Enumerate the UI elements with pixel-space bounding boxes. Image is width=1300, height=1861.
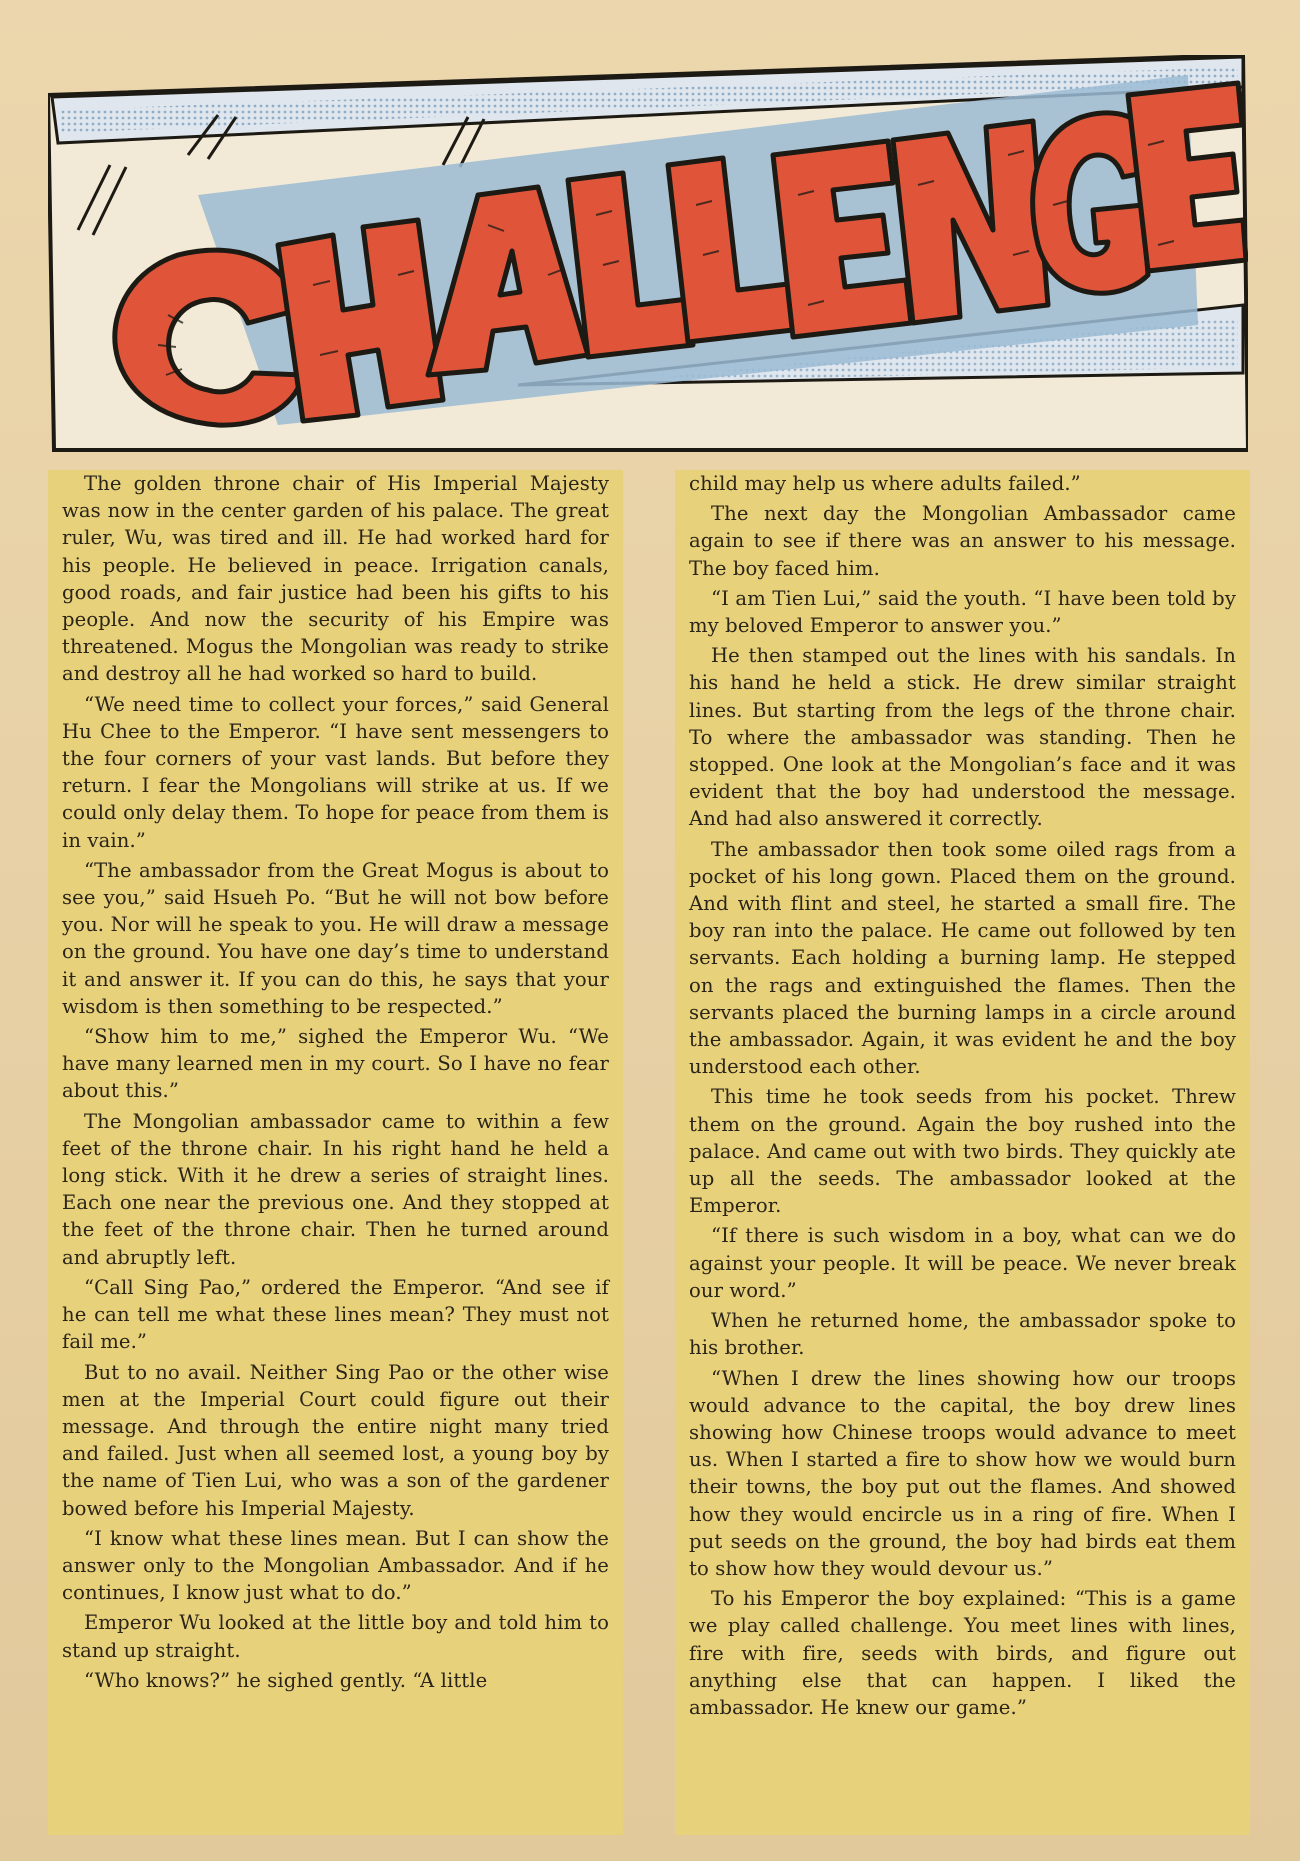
paragraph: But to no avail. Neither Sing Pao or the other wise men at the Imperial Court could figure out their message. And through the entire night many tried and failed. Just when all seemed lost, a young boy by the name of Tien Lui, who was a son of the gardener bowed before his Imperial Majesty. [62, 1360, 609, 1520]
paragraph: The Mongolian ambassador came to within a few feet of the throne chair. In his right hand he held a long stick. With it he drew a series of straight lines. Each one near the previous one. And they stopped at the feet of the throne chair. Then he turned around and abruptly left. [62, 1109, 609, 1269]
paragraph: “I know what these lines mean. But I can show the answer only to the Mongolian Ambassador. And if he continues, I know just what to do.” [62, 1526, 609, 1605]
title-panel [48, 55, 1248, 455]
paragraph: He then stamped out the lines with his sandals. In his hand he held a stick. He drew similar straight lines. But starting from the legs of the throne chair. To where the ambassador was standing. Then he stopped. One look at the Mongolian’s face and it was evident that the boy had understood the message. And had also answered it correctly. [689, 644, 1236, 831]
paragraph: The ambassador then took some oiled rags from a pocket of his long gown. Placed them on the ground. And with flint and steel, he started a small fire. The boy ran into the palace. He came out followed by ten servants. Each holding a burning lamp. He stepped on the rags and extinguished the flames. Then the servants placed the burning lamps in a circle around the ambassador. Again, it was evident he and the boy understood each other. [689, 837, 1236, 1079]
paragraph: The golden throne chair of His Imperial Majesty was now in the center garden of his palace. The great ruler, Wu, was tired and ill. He had worked hard for his people. He believed in peace. Irrigation canals, good roads, and fair justice had been his gifts to his people. And now the security of his Empire was threatened. Mogus the Mongolian was ready to strike and destroy all he had worked so hard to build. [62, 472, 609, 686]
paragraph: Emperor Wu looked at the little boy and told him to stand up straight. [62, 1611, 609, 1662]
paragraph: child may help us where adults failed.” [689, 472, 1081, 495]
paragraph: “Call Sing Pao,” ordered the Emperor. “And see if he can tell me what these lines mean? They must not fail me.” [62, 1275, 609, 1354]
title-banner [48, 55, 1248, 455]
paragraph: “Show him to me,” sighed the Emperor Wu. “We have many learned men in my court. So I have no fear about this.” [62, 1025, 609, 1103]
paragraph: “If there is such wisdom in a boy, what can we do against your people. It will be peace. We never break our word.” [689, 1224, 1236, 1302]
paragraph: The next day the Mongolian Ambassador came again to see if there was an answer to his message. The boy faced him. [689, 502, 1236, 580]
paragraph: “I am Tien Lui,” said the youth. “I have been told by my beloved Emperor to answer you.” [689, 586, 1236, 638]
paragraph: “Who knows?” he sighed gently. “A little [84, 1668, 488, 1692]
text-column-left [48, 470, 623, 1835]
paragraph: This time he took seeds from his pocket. Threw them on the ground. Again the boy rushed into the palace. And came out with two birds. They quickly ate up all the seeds. The ambassador looked at the Emperor. [689, 1085, 1236, 1218]
text-column-right [675, 470, 1250, 1835]
paragraph: To his Emperor the boy explained: “This is a game we play called challenge. You meet lines with lines, fire with fire, seeds with birds, and figure out anything else that can happen. I liked the ambassador. He knew our game.” [689, 1587, 1236, 1719]
paragraph: “When I drew the lines showing how our troops would advance to the capital, the boy drew lines showing how Chinese troops would advance to meet us. When I started a fire to show how we would burn their towns, the boy put out the flames. And showed how they would encircle us in a ring of fire. When I put seeds on the ground, the boy had birds eat them to show how they would devour us.” [689, 1366, 1236, 1580]
paragraph: When he returned home, the ambassador spoke to his brother. [689, 1309, 1236, 1360]
paragraph: “We need time to collect your forces,” said General Hu Chee to the Emperor. “I have sent messengers to the four corners of your vast lands. But before they return. I fear the Mongolians will strike at us. If we could only delay them. To hope for peace from them is in vain.” [62, 692, 609, 852]
paragraph: “The ambassador from the Great Mogus is about to see you,” said Hsueh Po. “But he will not bow before you. Nor will he speak to you. He will draw a message on the ground. You have one day’s time to understand it and answer it. If you can do this, he says that your wisdom is then something to be respected.” [62, 858, 609, 1018]
